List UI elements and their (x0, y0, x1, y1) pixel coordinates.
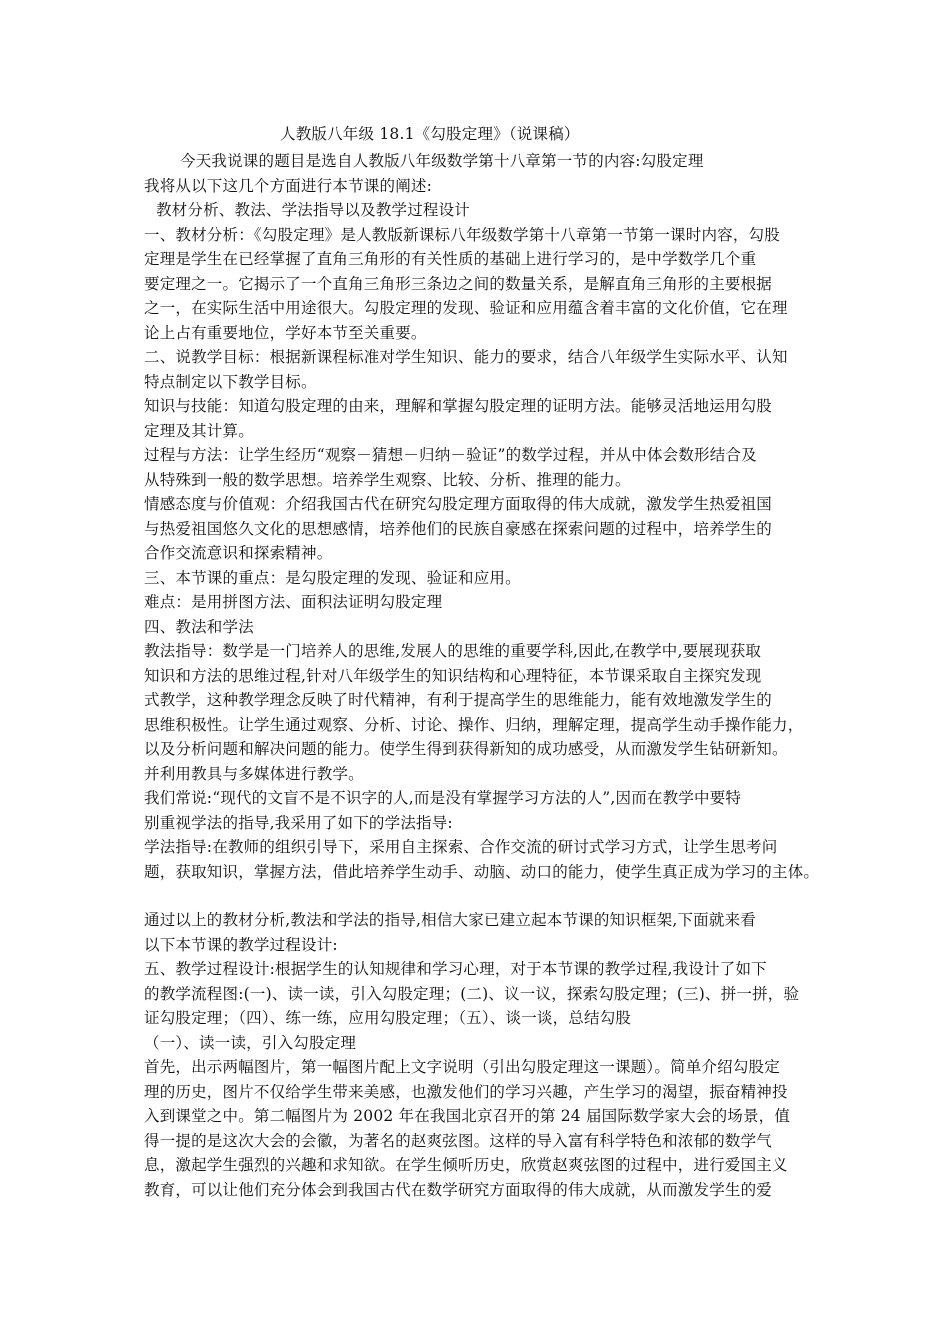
subsection-heading-line: （一）、读一读，引入勾股定理 (144, 1033, 357, 1052)
section-heading-line: 五、教学过程设计:根据学生的认知规律和学习心理，对于本节课的教学过程,我设计了如下 (144, 960, 767, 978)
paragraph-line: 并利用教具与多媒体进行教学。 (144, 764, 364, 783)
paragraph-line: 定理是学生在已经掌握了直角三角形的有关性质的基础上进行学习的，是中学数学几个重 (144, 250, 757, 268)
paragraph-line: 情感态度与价值观：介绍我国古代在研究勾股定理方面取得的伟大成就，激发学生热爱祖国 (144, 495, 773, 513)
section-heading-line: 三、本节课的重点：是勾股定理的发现、验证和应用。 (144, 568, 521, 587)
paragraph-line: 入到课堂之中。第二幅图片为 2002 年在我国北京召开的第 24 届国际数学家大会的场景，值 (144, 1107, 791, 1125)
paragraph-line: 我将从以下这几个方面进行本节课的阐述: (144, 176, 433, 195)
paragraph-line: 我们常说:“现代的文盲不是不识字的人,而是没有掌握学习方法的人”,因而在教学中要特 (144, 789, 742, 807)
paragraph-line: 教育，可以让他们充分体会到我国古代在数学研究方面取得的伟大成就，从而激发学生的爱 (144, 1180, 773, 1199)
paragraph-line: 教材分析、教法、学法指导以及教学过程设计 (156, 201, 471, 219)
document-title: 人教版八年级 18.1《勾股定理》（说课稿） (280, 125, 580, 143)
paragraph-line: 以下本节课的教学过程设计: (144, 935, 338, 954)
paragraph-line: 的教学流程图:(一)、读一读，引入勾股定理；(二)、议一议，探索勾股定理；(三)、拼一拼，验 (144, 984, 800, 1003)
paragraph-line: 与热爱祖国悠久文化的思想感情，培养他们的民族自豪感在探索问题的过程中，培养学生的 (144, 519, 773, 538)
paragraph-line: 以及分析问题和解决问题的能力。使学生得到获得新知的成功感受，从而激发学生钻研新知。 (144, 740, 788, 758)
section-heading-line: 四、教法和学法 (144, 617, 254, 636)
paragraph-line: 息，激起学生强烈的兴趣和求知欲。在学生倾听历史，欣赏赵爽弦图的过程中，进行爱国主义 (144, 1156, 788, 1174)
paragraph-line: 首先，出示两幅图片，第一幅图片配上文字说明（引出勾股定理这一课题）。简单介绍勾股定 (144, 1058, 780, 1076)
paragraph-line: 理的历史，图片不仅给学生带来美感，也激发他们的学习兴趣，产生学习的渴望，振奋精神投 (144, 1082, 788, 1101)
paragraph-line: 要定理之一。它揭示了一个直角三角形三条边之间的数量关系，是解直角三角形的主要根据 (144, 274, 773, 293)
paragraph-line: 思维积极性。让学生通过观察、分析、讨论、操作、归纳，理解定理，提高学生动手操作能力， (144, 715, 804, 734)
paragraph-line: 通过以上的教材分析,教法和学法的指导,相信大家已建立起本节课的知识框架,下面就来看 (144, 911, 756, 929)
section-heading-line: 二、说教学目标：根据新课程标准对学生知识、能力的要求，结合八年级学生实际水平、认知 (144, 348, 788, 366)
paragraph-line: 学法指导:在教师的组织引导下，采用自主探索、合作交流的研讨式学习方式，让学生思考问 (144, 838, 778, 856)
paragraph-line: 别重视学法的指导,我采用了如下的学法指导: (144, 813, 453, 832)
paragraph-line: 论上占有重要地位，学好本节至关重要。 (144, 323, 427, 342)
document-page (144, 120, 819, 1202)
paragraph-line: 难点：是用拼图方法、面积法证明勾股定理 (144, 593, 443, 611)
paragraph-line: 从特殊到一般的数学思想。培养学生观察、比较、分析、推理的能力。 (144, 470, 631, 489)
section-heading-line: 一、教材分析：《勾股定理》是人教版新课标八年级数学第十八章第一节第一课时内容，勾股 (144, 225, 780, 244)
paragraph-line: 之一，在实际生活中用途很大。勾股定理的发现、验证和应用蕴含着丰富的文化价值，它在理 (144, 299, 788, 317)
paragraph-line: 题，获取知识，掌握方法，借此培养学生动手、动脑、动口的能力，使学生真正成为学习的主体。 (144, 862, 820, 881)
paragraph-line: 知识和方法的思维过程,针对八年级学生的知识结构和心理特征，本节课采取自主探究发现 (144, 666, 762, 685)
paragraph-gap (144, 884, 819, 908)
paragraph-line: 教法指导：数学是一门培养人的思维,发展人的思维的重要学科,因此,在教学中,要展现获取 (144, 642, 762, 660)
paragraph-line: 特点制定以下教学目标。 (144, 372, 317, 391)
paragraph-line: 过程与方法：让学生经历“观察－猜想－归纳－验证”的数学过程，并从中体会数形结合及 (144, 446, 757, 464)
paragraph-line: 式教学，这种教学理念反映了时代精神，有利于提高学生的思维能力，能有效地激发学生的 (144, 691, 773, 709)
paragraph-line: 得一提的是这次大会的会徽，为著名的赵爽弦图。这样的导入富有科学特色和浓郁的数学气 (144, 1131, 773, 1150)
paragraph-line: 证勾股定理；（四）、练一练，应用勾股定理；（五）、谈一谈，总结勾股 (144, 1009, 632, 1027)
paragraph-line: 知识与技能：知道勾股定理的由来，理解和掌握勾股定理的证明方法。能够灵活地运用勾股 (144, 397, 773, 415)
intro-line: 今天我说课的题目是选自人教版八年级数学第十八章第一节的内容:勾股定理 (180, 152, 704, 170)
paragraph-line: 定理及其计算。 (144, 421, 254, 440)
paragraph-line: 合作交流意识和探索精神。 (144, 544, 333, 562)
